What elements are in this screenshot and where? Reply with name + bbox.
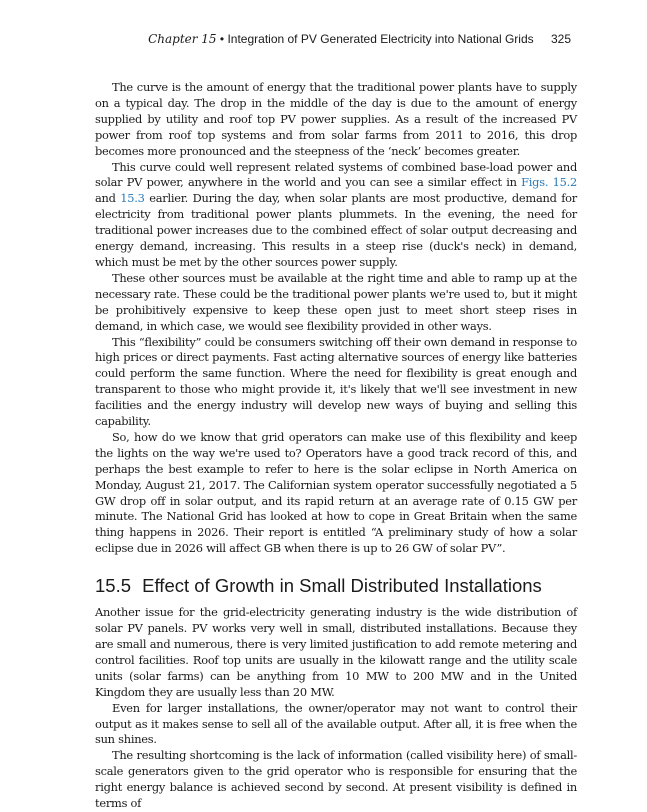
- figure-reference-link[interactable]: 15.3: [120, 191, 145, 206]
- chapter-label: Chapter 15: [148, 32, 217, 46]
- section-number: 15.5: [95, 575, 132, 597]
- paragraph: Even for larger installations, the owner/operator may not want to control their output as it makes sense to sell all of the available output. After all, it is free when the sun shines.: [95, 700, 577, 747]
- paragraph: [95, 160, 577, 271]
- running-header: [95, 30, 571, 48]
- paragraph: The curve is the amount of energy that the traditional power plants have to supply on a typical day. The drop in the middle of the day is due to the amount of energy supplied by utility and roof top PV power supplies. As a result of the increased PV power from roof top systems and from solar farms from 2011 to 2016, this drop becomes more pronounced and the steepness of the ‘neck’ becomes greater.: [95, 80, 577, 158]
- body-text: [95, 80, 577, 812]
- section-title: Effect of Growth in Small Distributed Installations: [142, 575, 542, 597]
- paragraph-text: This curve could well represent related systems of combined base-load power and solar PV power, anywhere in the world and you can see a similar effect in: [95, 159, 577, 190]
- paragraph: These other sources must be available at the right time and able to ramp up at the necessary rate. These could be the traditional power plants we're used to, but it might be prohibitively expensive to keep these open just to meet short steep rises in demand, in which case, we would see flexibility provided in other ways.: [95, 270, 577, 333]
- header-bullet: •: [219, 32, 225, 46]
- chapter-title: Integration of PV Generated Electricity into National Grids: [227, 32, 534, 46]
- paragraph: Another issue for the grid-electricity generating industry is the wide distribution of solar PV panels. PV works very well in small, distributed installations. Because they are small and numerous, there is very limited justification to add remote metering and control facilities. Roof top units are usually in the kilowatt range and the utility scale units (solar farms) can be anything from 10 MW to 200 MW and in the United Kingdom they are usually less than 20 MW.: [95, 605, 577, 699]
- paragraph-text: earlier. During the day, when solar plants are most productive, demand for electricity from traditional power plants plummets. In the evening, the need for traditional power increases due to the combined effect of solar output decreasing and energy demand, increasing. This results in a steep rise (duck's neck) in demand, which must be met by the other sources power supply.: [95, 191, 577, 269]
- page-number: 325: [550, 32, 571, 46]
- figure-reference-link[interactable]: Figs. 15.2: [521, 175, 577, 190]
- paragraph: This “flexibility” could be consumers switching off their own demand in response to high prices or direct payments. Fast acting alternative sources of energy like batteries could perform the same function. Where the need for flexibility is great enough and transparent to those who might provide it, it's likely that we'll see investment in new facilities and the energy industry will develop new ways of buying and selling this capability.: [95, 334, 577, 429]
- paragraph: So, how do we know that grid operators can make use of this flexibility and keep the lights on the way we're used to? Operators have a good track record of this, and perhaps the best example to refer to here is the solar eclipse in North America on Monday, August 21, 2017. The Californian system operator successfully negotiated a 5 GW drop off in solar output, and its rapid return at an average rate of 0.15 GW per minute. The National Grid has looked at how to cope in Great Britain when the same thing happens in 2026. Their report is entitled “A preliminary study of how a solar eclipse due in 2026 will affect GB when there is up to 26 GW of solar PV”.: [95, 429, 577, 556]
- paragraph-text: and: [95, 191, 121, 206]
- paragraph: The resulting shortcoming is the lack of information (called visibility here) of small-scale generators given to the grid operator who is responsible for ensuring that the right energy balance is achieved second by second. At present visibility is defined in terms of: [95, 748, 577, 811]
- section-heading: [95, 575, 577, 597]
